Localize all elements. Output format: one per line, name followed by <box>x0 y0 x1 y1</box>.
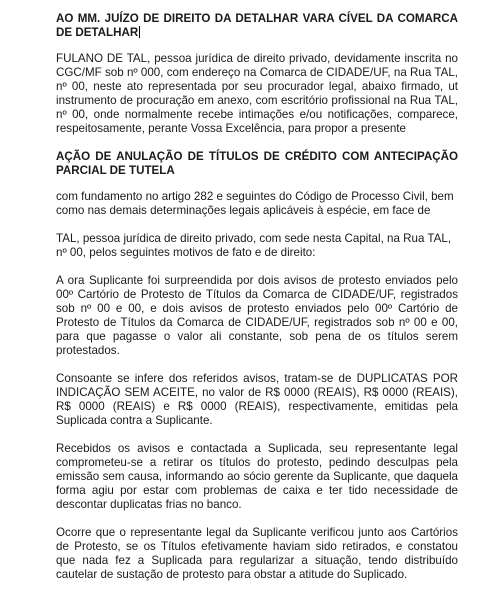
action-heading: AÇÃO DE ANULAÇÃO DE TÍTULOS DE CRÉDITO COM ANTECIPAÇÃO PARCIAL DE TUTELA <box>56 150 458 177</box>
defendant-paragraph: TAL, pessoa jurídica de direito privado, com sede nesta Capital, na Rua TAL, nº 00, pelos seguintes motivos de fato e de direito: <box>56 232 452 259</box>
fact-paragraph-2: Consoante se infere dos referidos avisos, tratam-se de DUPLICATAS POR INDICAÇÃO SEM ACEITE, no valor de R$ 0000 (REAIS), R$ 0000 (REAIS), R$ 0000 (REAIS) e R$ 0000 (REAIS), respectivamente, emitidas pela Suplicada contra a Suplicante. <box>56 372 458 427</box>
text-cursor <box>139 26 140 38</box>
fact-paragraph-3: Recebidos os avisos e contactada a Suplicada, seu representante legal comprometeu-se a retirar os títulos do protesto, pedindo desculpas pela emissão sem causa, informando ao sócio gerente da Suplicante, que daquela forma agiu por estar com problemas de caixa e ter tido necessidade de descontar duplicatas frias no banco. <box>56 442 458 511</box>
intro-paragraph: FULANO DE TAL, pessoa jurídica de direito privado, devidamente inscrita no CGC/MF sob nº 000, com endereço na Comarca de CIDADE/UF, na Rua TAL, nº 00, neste ato representada por seu procurador legal, abaixo firmado, ut instrumento de procuração em anexo, com escritório profissional na Rua TAL, nº 00, onde normalmente recebe intimações e/ou notificações, comparece, respeitosamente, perante Vossa Excelência, para propor a presente <box>56 52 458 135</box>
fact-paragraph-1: A ora Suplicante foi surpreendida por dois avisos de protesto enviados pelo 00º Cartório de Protesto de Títulos da Comarca de CIDADE/UF, registrados sob nº 00 e 00, e dois avisos de protesto enviados pelo 00º Cartório de Protesto de Títulos da Comarca de CIDADE/UF, registrados sob nº 00 e 00, para que pagasse o valor ali constante, sob pena de os títulos serem protestados. <box>56 274 458 357</box>
fact-paragraph-4: Ocorre que o representante legal da Suplicante verificou junto aos Cartórios de Protesto, se os Títulos efetivamente haviam sido retirados, e constatou que nada fez a Suplicada para regularizar a situação, tendo distribuído cautelar de sustação de protesto para obstar a atitude do Suplicado. <box>56 526 458 581</box>
document-page <box>56 12 458 596</box>
court-heading <box>56 12 458 40</box>
court-heading-text: AO MM. JUÍZO DE DIREITO DA DETALHAR VARA CÍVEL DA COMARCA DE DETALHAR <box>56 12 458 39</box>
foundation-paragraph: com fundamento no artigo 282 e seguintes do Código de Processo Civil, bem como nas demais determinações legais aplicáveis à espécie, em face de <box>56 190 454 217</box>
